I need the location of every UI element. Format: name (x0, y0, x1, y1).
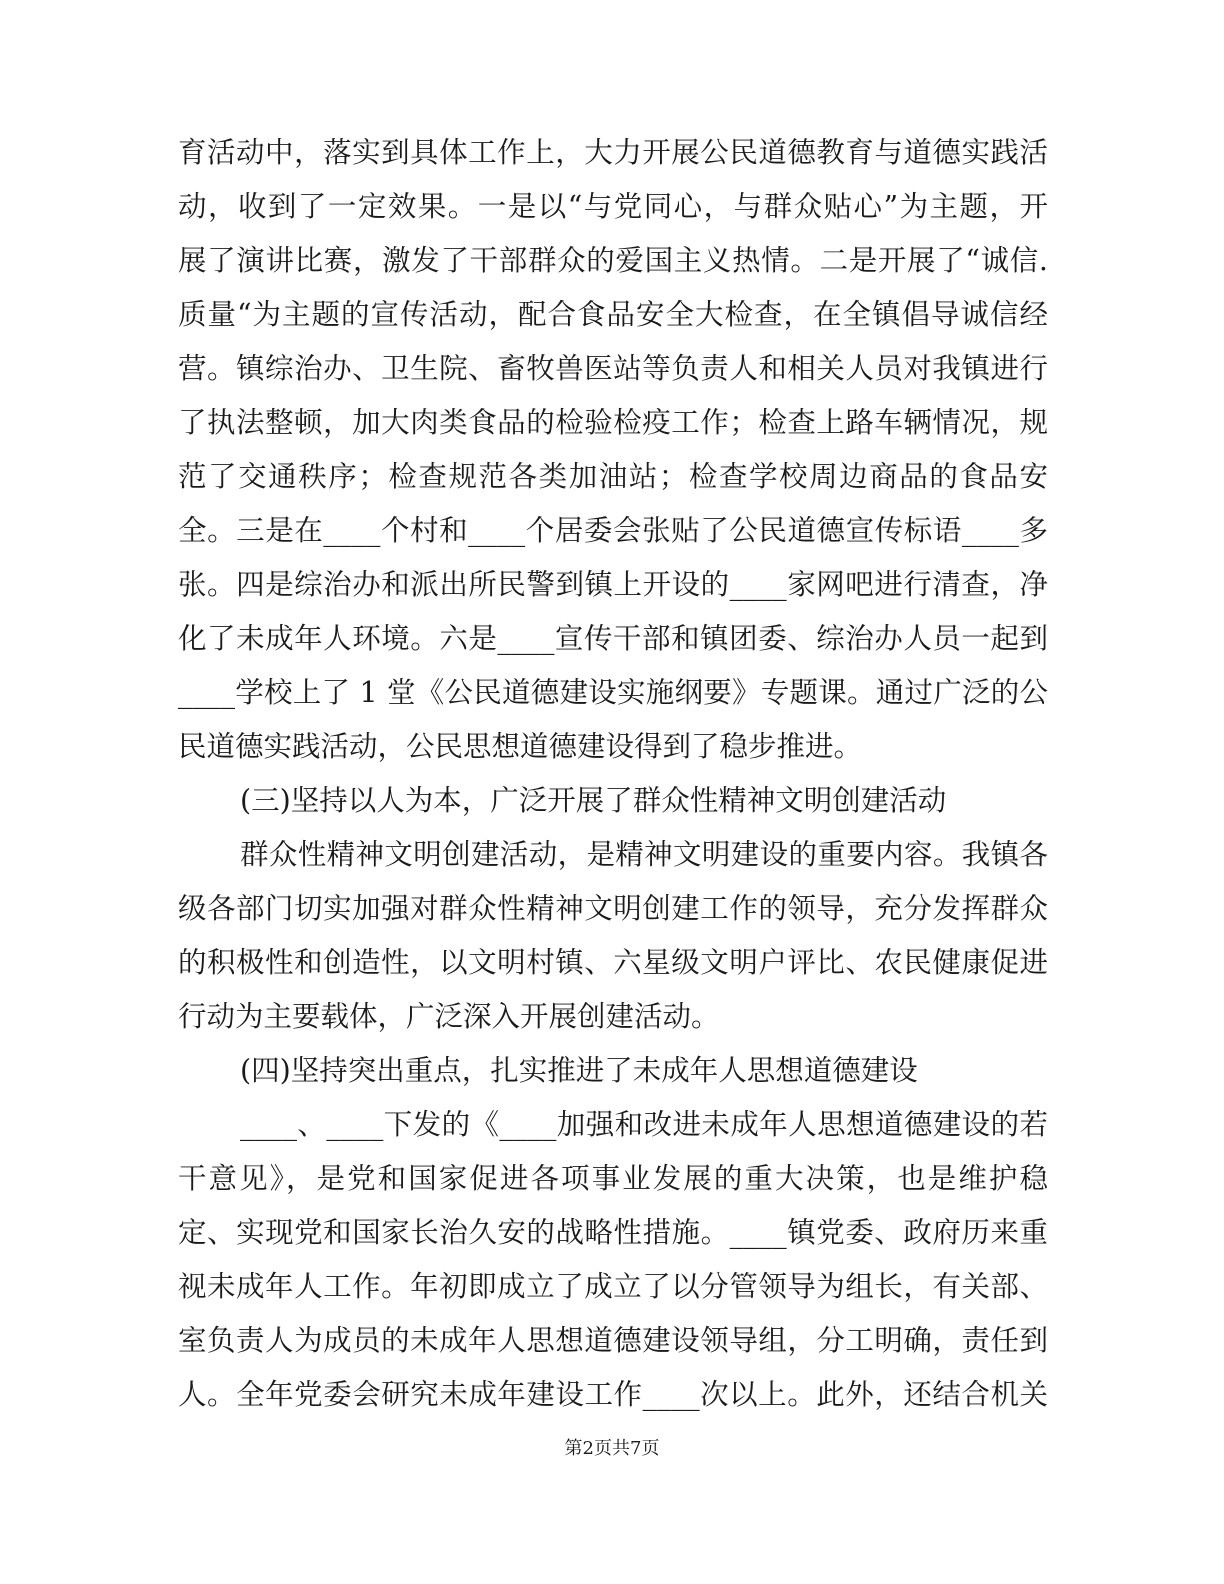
text-line: 人。全年党委会研究未成年建设工作____次以上。此外，还结合机关 (178, 1378, 1048, 1411)
text-line: 化了未成年人环境。六是____宣传干部和镇团委、综治办人员一起到 (178, 622, 1048, 655)
text-line: 视未成年人工作。年初即成立了成立了以分管领导为组长，有关部、 (178, 1270, 1048, 1303)
text-line: 干意见》，是党和国家促进各项事业发展的重大决策，也是维护稳 (178, 1162, 1048, 1195)
text-line: ____、____下发的《____加强和改进未成年人思想道德建设的若 (240, 1108, 1048, 1141)
text-line: 动，收到了一定效果。一是以“与党同心，与群众贴心”为主题，开 (178, 190, 1048, 223)
page-number-footer: 第2页共7页 (564, 1438, 660, 1459)
text-line: 营。镇综治办、卫生院、畜牧兽医站等负责人和相关人员对我镇进行 (178, 352, 1048, 385)
text-line: 群众性精神文明创建活动，是精神文明建设的重要内容。我镇各 (240, 838, 1048, 871)
text-line: 级各部门切实加强对群众性精神文明创建工作的领导，充分发挥群众 (178, 892, 1048, 925)
text-line: 行动为主要载体，广泛深入开展创建活动。 (178, 1000, 720, 1033)
text-line: ____学校上了 1 堂《公民道德建设实施纲要》专题课。通过广泛的公 (178, 676, 1048, 709)
text-line: 质量“为主题的宣传活动，配合食品安全大检查，在全镇倡导诚信经 (178, 298, 1048, 331)
text-line: 全。三是在____个村和____个居委会张贴了公民道德宣传标语____多 (178, 514, 1048, 547)
text-line: 了执法整顿，加大肉类食品的检验检疫工作；检查上路车辆情况，规 (178, 406, 1048, 439)
text-line: 范了交通秩序；检查规范各类加油站；检查学校周边商品的食品安 (178, 460, 1048, 493)
text-line: 民道德实践活动，公民思想道德建设得到了稳步推进。 (178, 730, 863, 763)
section-heading: (三)坚持以人为本，广泛开展了群众性精神文明创建活动 (240, 784, 947, 817)
text-line: 育活动中，落实到具体工作上，大力开展公民道德教育与道德实践活 (178, 136, 1048, 169)
text-line: 张。四是综治办和派出所民警到镇上开设的____家网吧进行清查，净 (178, 568, 1048, 601)
text-line: 定、实现党和国家长治久安的战略性措施。____镇党委、政府历来重 (178, 1216, 1048, 1249)
text-line: 室负责人为成员的未成年人思想道德建设领导组，分工明确，责任到 (178, 1324, 1048, 1357)
text-line: 展了演讲比赛，激发了干部群众的爱国主义热情。二是开展了“诚信. (178, 244, 1048, 277)
text-line: 的积极性和创造性，以文明村镇、六星级文明户评比、农民健康促进 (178, 946, 1048, 979)
section-heading: (四)坚持突出重点，扎实推进了未成年人思想道德建设 (240, 1054, 918, 1087)
